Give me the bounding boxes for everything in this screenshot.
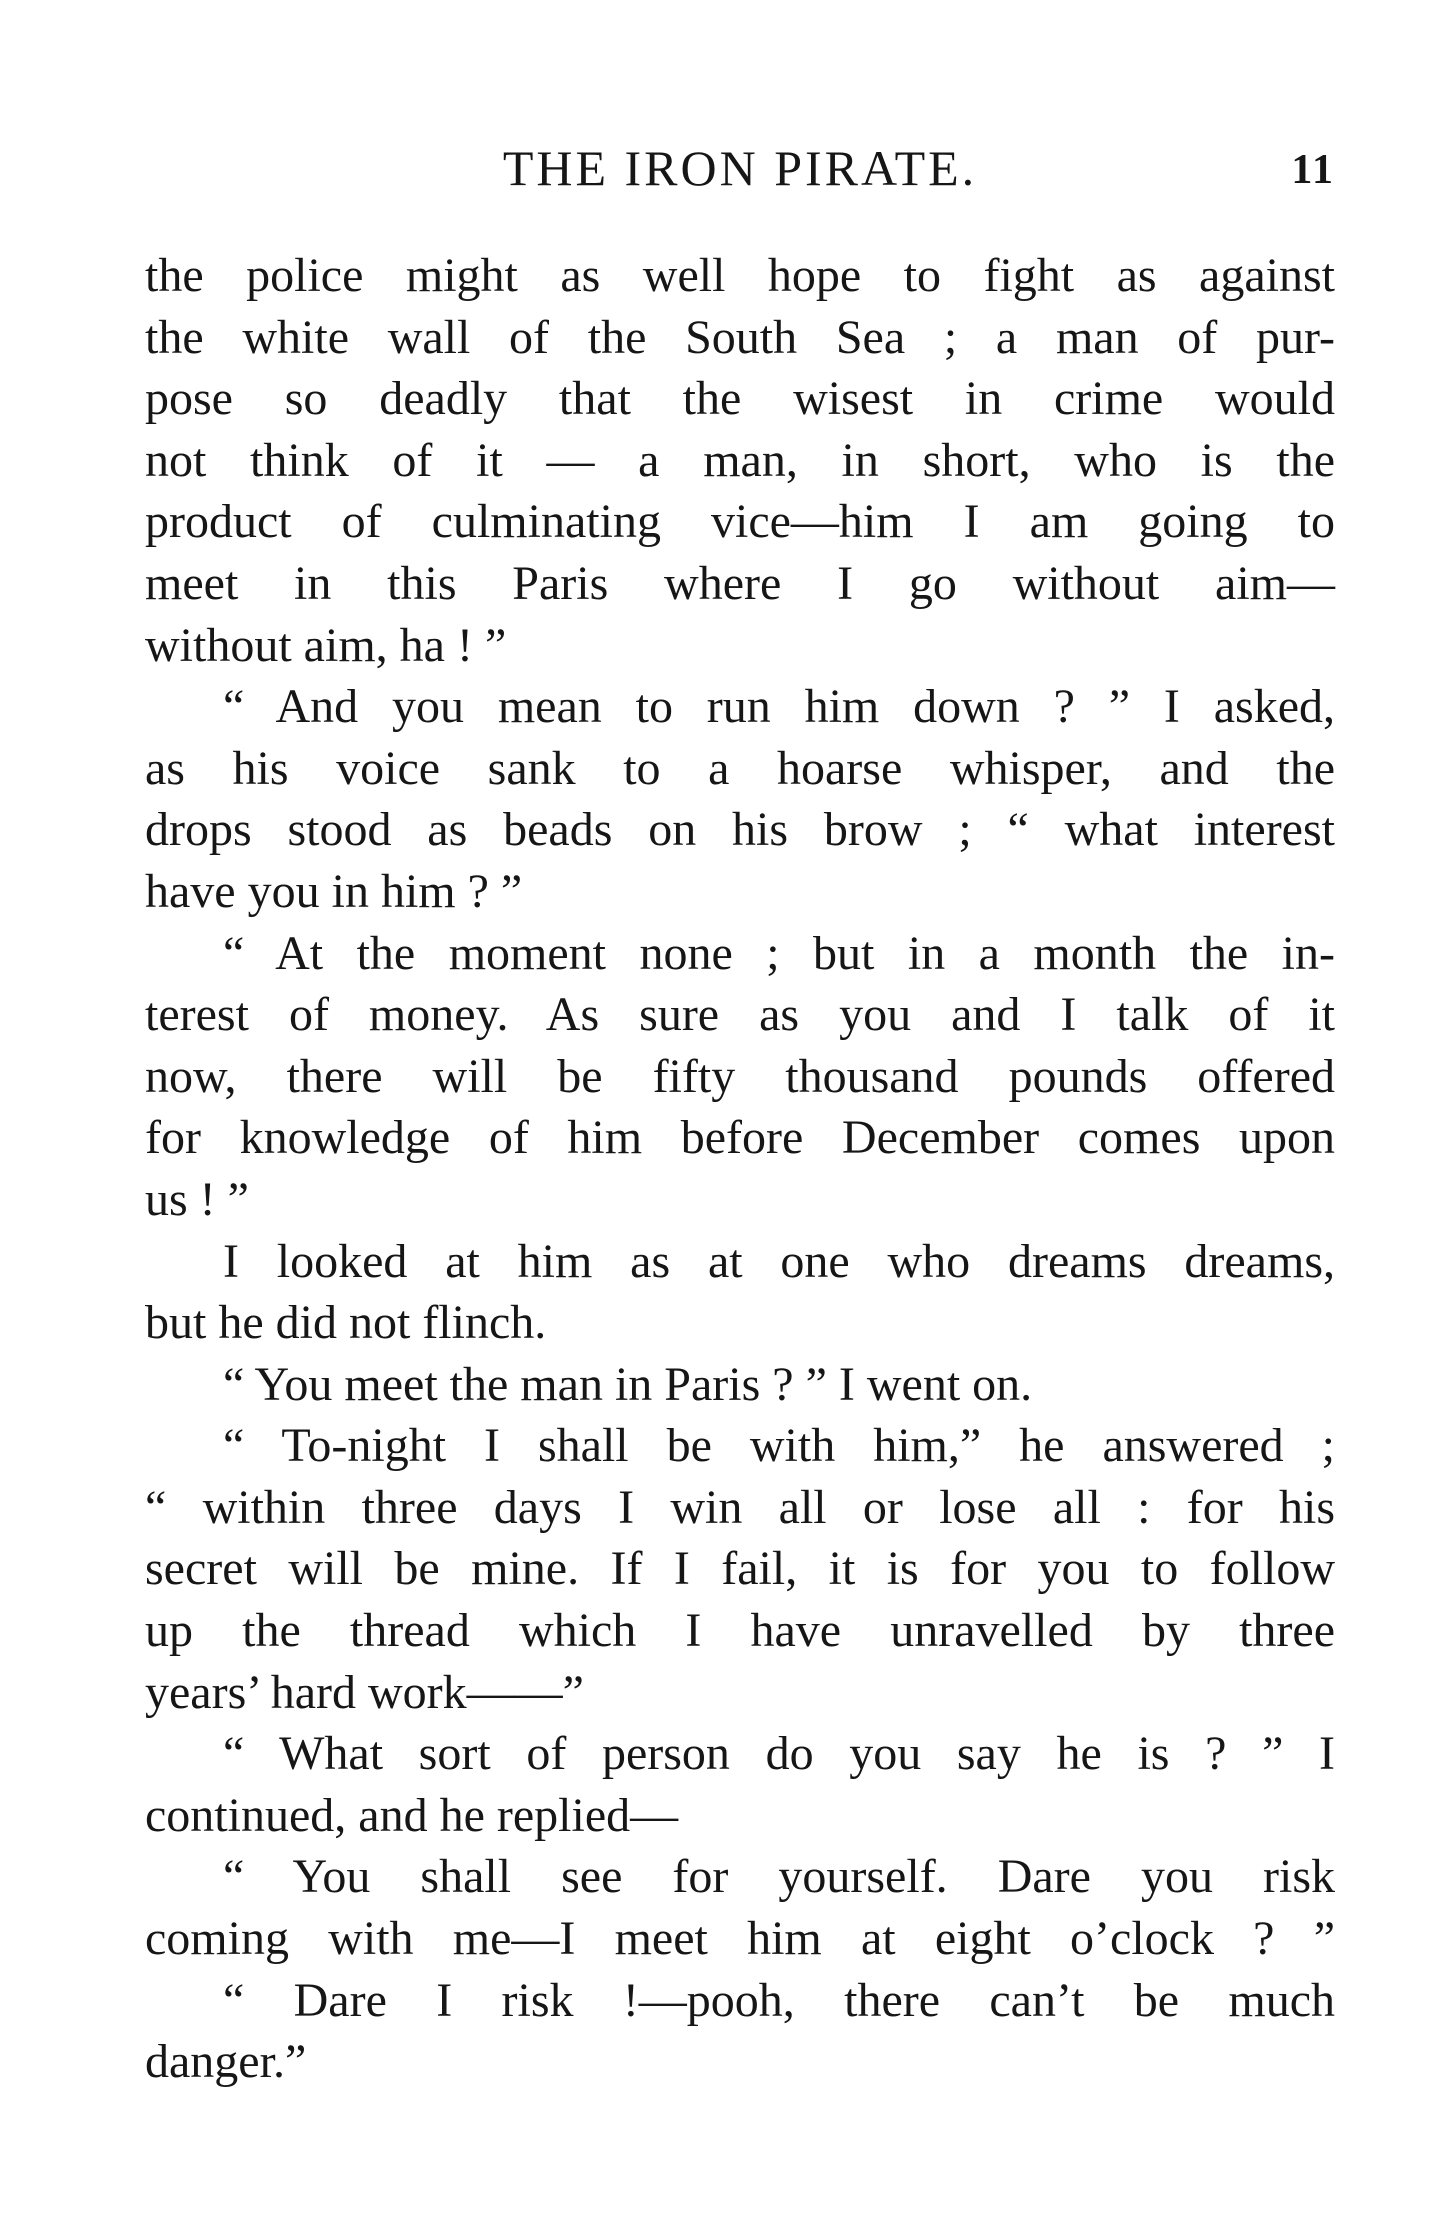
text-line: “ What sort of person do you say he is ? ” I — [223, 1727, 1335, 1781]
text-line: the white wall of the South Sea ; a man of pur- — [145, 310, 1335, 364]
text-line: “ And you mean to run him down ? ” I asked, — [223, 680, 1335, 734]
text-line: I looked at him as at one who dreams dreams, — [223, 1234, 1335, 1288]
text-line: “ You meet the man in Paris ? ” I went on. — [223, 1357, 1033, 1411]
text-line: but he did not flinch. — [145, 1296, 547, 1350]
text-line: “ Dare I risk !—pooh, there can’t be much — [223, 1973, 1335, 2027]
text-line: not think of it — a man, in short, who is the — [145, 433, 1335, 487]
running-head — [145, 138, 1335, 208]
text-line: the police might as well hope to fight as against — [145, 249, 1335, 302]
text-line: without aim, ha ! ” — [145, 618, 507, 672]
text-line: pose so deadly that the wisest in crime would — [145, 372, 1335, 426]
text-line: us ! ” — [145, 1172, 249, 1226]
text-line: have you in him ? ” — [145, 864, 523, 918]
running-title: THE IRON PIRATE. — [502, 140, 978, 196]
text-line: years’ hard work——” — [145, 1665, 584, 1719]
text-line: continued, and he replied— — [145, 1788, 679, 1842]
text-line: now, there will be fifty thousand pounds offered — [145, 1049, 1335, 1103]
text-line: coming with me—I meet him at eight o’clock ? ” — [145, 1912, 1335, 1966]
text-line: “ To-night I shall be with him,” he answered ; — [223, 1419, 1335, 1473]
text-line: as his voice sank to a hoarse whisper, and the — [145, 741, 1335, 795]
text-line: “ At the moment none ; but in a month the in- — [223, 926, 1335, 980]
body-text — [145, 245, 1335, 2093]
text-line: “ You shall see for yourself. Dare you risk — [223, 1850, 1335, 1904]
text-line: danger.” — [145, 2035, 307, 2089]
text-line: secret will be mine. If I fail, it is for you to follow — [145, 1542, 1335, 1596]
text-line: meet in this Paris where I go without aim— — [145, 556, 1335, 610]
text-line: terest of money. As sure as you and I talk of it — [145, 988, 1335, 1042]
page-number: 11 — [1291, 147, 1335, 193]
text-line: for knowledge of him before December comes upon — [145, 1111, 1335, 1165]
text-line: up the thread which I have unravelled by three — [145, 1604, 1335, 1658]
text-line: product of culminating vice—him I am going to — [145, 495, 1335, 549]
text-line: “ within three days I win all or lose all : for his — [145, 1480, 1335, 1534]
text-line: drops stood as beads on his brow ; “ what interest — [145, 803, 1335, 857]
